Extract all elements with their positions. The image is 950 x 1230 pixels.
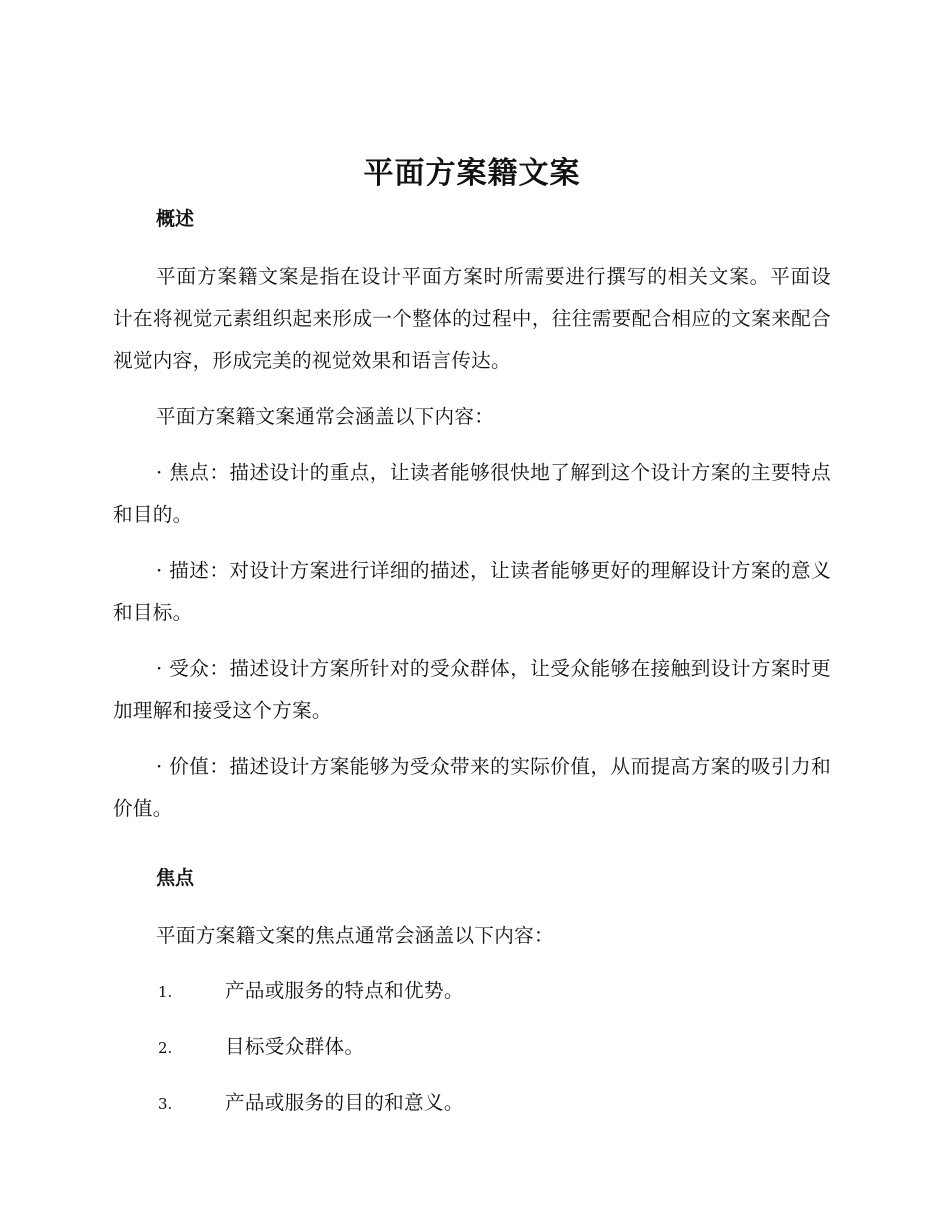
list-item	[113, 1026, 831, 1069]
bullet-focus: · 焦点：描述设计的重点，让读者能够很快地了解到这个设计方案的主要特点和目的。	[113, 461, 831, 526]
list-item-text: 产品或服务的特点和优势。	[225, 979, 464, 1002]
bullet-description: · 描述：对设计方案进行详细的描述，让读者能够更好的理解设计方案的意义和目标。	[113, 559, 831, 624]
paragraph-focus-lead: 平面方案籍文案的焦点通常会涵盖以下内容：	[156, 924, 554, 947]
list-item-text: 产品或服务的目的和意义。	[225, 1091, 464, 1114]
document-title: 平面方案籍文案	[363, 156, 581, 191]
list-item-number: 2.	[158, 1039, 173, 1057]
list-item	[113, 1082, 831, 1125]
bullet-audience: · 受众：描述设计方案所针对的受众群体，让受众能够在接触到设计方案时更加理解和接受这个方案。	[113, 657, 831, 722]
bullet-value: · 价值：描述设计方案能够为受众带来的实际价值，从而提高方案的吸引力和价值。	[113, 755, 831, 820]
list-item-text: 目标受众群体。	[225, 1035, 365, 1058]
paragraph-overview-intro: 平面方案籍文案是指在设计平面方案时所需要进行撰写的相关文案。平面设计在将视觉元素组织起来形成一个整体的过程中，往往需要配合相应的文案来配合视觉内容，形成完美的视觉效果和语言传达。	[113, 265, 831, 372]
list-item-number: 3.	[158, 1095, 173, 1113]
numbered-list	[113, 970, 831, 1125]
list-item-number: 1.	[158, 983, 173, 1001]
section-heading-overview: 概述	[156, 208, 195, 230]
list-item	[113, 970, 831, 1013]
document-content	[113, 148, 831, 1125]
section-heading-focus: 焦点	[156, 867, 195, 889]
paragraph-overview-lead: 平面方案籍文案通常会涵盖以下内容：	[156, 405, 495, 428]
